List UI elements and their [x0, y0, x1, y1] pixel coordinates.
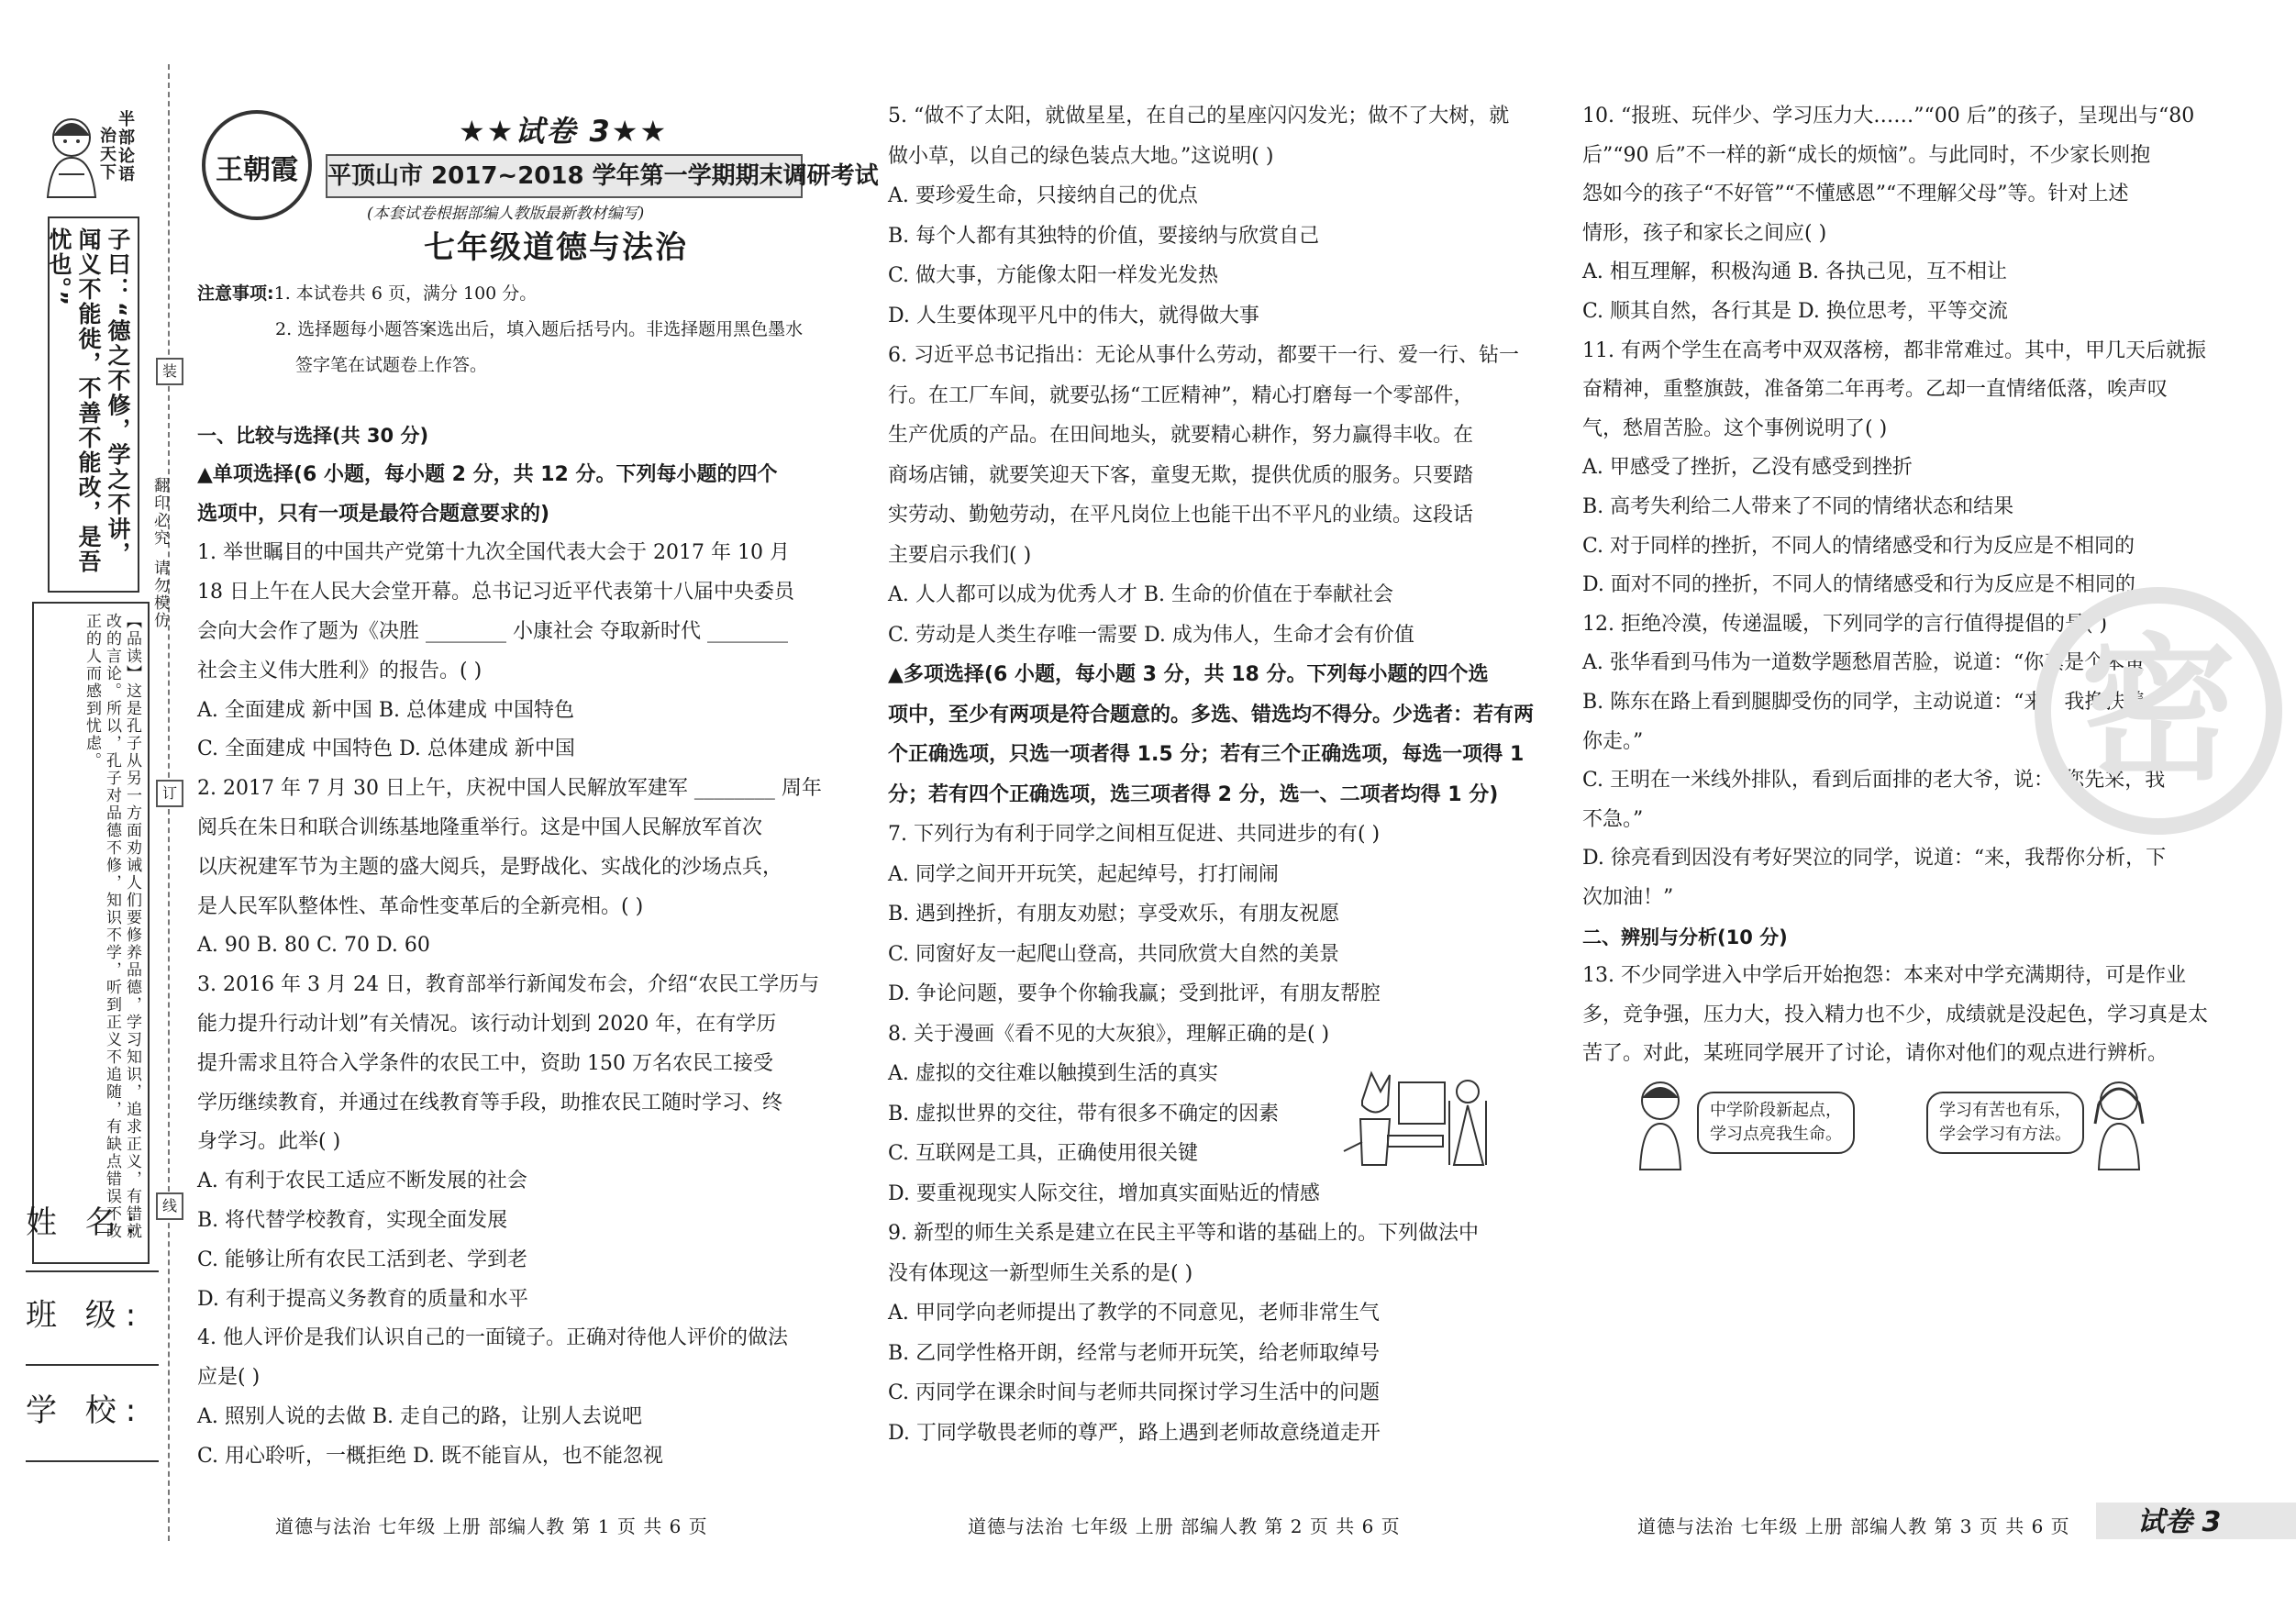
col2-line-28: D. 要重视现实人际交往，增加真实面贴近的情感 — [888, 1181, 1320, 1205]
col2-line-10: 商场店铺，就要笑迎天下客，童叟无欺，提供优质的服务。只要踏 — [888, 463, 1474, 487]
col1-line-17: 提升需求且符合入学条件的农民工中，资助 150 万名农民工接受 — [197, 1051, 773, 1075]
col1-line-4: 1. 举世瞩目的中国共产党第十九次全国代表大会于 2017 年 10 月 — [197, 541, 790, 565]
col3-line-3: 怨如今的孩子“不好管”“不懂感恩”“不理解父母”等。针对上述 — [1582, 183, 2129, 206]
speech-bubble-left — [1697, 1092, 1855, 1154]
col3-line-12: C. 对于同样的挫折，不同人的情绪感受和行为反应是不相同的 — [1582, 534, 2135, 558]
col1-line-26: A. 照别人说的去做 B. 走自己的路，让别人去说吧 — [197, 1405, 643, 1428]
col1-line-18: 学历继续教育，并通过在线教育等手段，助推农民工随时学习、终 — [197, 1091, 783, 1115]
col2-line-24: 8. 关于漫画《看不见的大灰狼》，理解正确的是( ) — [888, 1022, 1330, 1046]
fold-note-2: 请勿模仿 — [150, 560, 169, 629]
name-label: 姓 名: — [26, 1204, 146, 1241]
name-field[interactable] — [26, 1270, 159, 1272]
fold-note-1: 翻印必究 — [150, 477, 169, 547]
bubble-right-line-2: 学会学习有方法。 — [1939, 1125, 2071, 1144]
col3-line-2: 后”“90 后”不一样的新“成长的烦恼”。与此同时，不少家长则抱 — [1582, 143, 2151, 167]
col1-line-11: 阅兵在朱日和联合训练基地隆重举行。这是中国人民解放军首次 — [197, 816, 763, 839]
quote-box — [48, 216, 139, 593]
col1-line-13: 是人民军队整体性、革命性变革后的全新亮相。( ) — [197, 894, 644, 918]
notice-item-1: 1. 本试卷共 6 页，满分 100 分。 — [273, 283, 538, 304]
binding-mark-2: 订 — [156, 780, 183, 807]
exam-title: 平顶山市 2017~2018 学年第一学期期末调研考试 — [326, 154, 803, 198]
col3-line-19: 不急。” — [1582, 807, 1644, 831]
col1-line-8: A. 全面建成 新中国 B. 总体建成 中国特色 — [197, 698, 575, 722]
school-label: 学 校: — [26, 1392, 146, 1429]
class-label: 班 级: — [26, 1297, 146, 1334]
col2-line-26: B. 虚拟世界的交往，带有很多不确定的因素 — [888, 1102, 1280, 1126]
school-field[interactable] — [26, 1460, 159, 1462]
col2-line-8: 行。在工厂车间，就要弘扬“工匠精神”，精心打磨每一个零部件， — [888, 383, 1474, 407]
confidential-watermark: 密 — [2035, 587, 2282, 835]
sidebar-logo-text-2: 治天下 — [97, 127, 116, 182]
col3-line-9: 气，愁眉苦脸。这个事例说明了( ) — [1582, 416, 1888, 440]
col1-line-9: C. 全面建成 中国特色 D. 总体建成 新中国 — [197, 738, 575, 761]
col2-line-32: B. 乙同学性格开朗，经常与老师开玩笑，给老师取绰号 — [888, 1341, 1381, 1365]
col3-line-13: D. 面对不同的挫折，不同人的情绪感受和行为反应是不相同的 — [1582, 573, 2135, 597]
corner-badge: 试卷 3 — [2137, 1506, 2222, 1538]
col2-line-3: A. 要珍爱生命，只接纳自己的优点 — [888, 184, 1198, 207]
col3-line-11: B. 高考失利给二人带来了不同的情绪状态和结果 — [1582, 495, 2014, 518]
col2-line-6: D. 人生要体现平凡中的伟大，就得做大事 — [888, 304, 1259, 327]
col2-line-31: A. 甲同学向老师提出了教学的不同意见，老师非常生气 — [888, 1302, 1380, 1325]
col1-line-7: 社会主义伟大胜利》的报告。( ) — [197, 659, 482, 682]
col2-line-30: 没有体现这一新型师生关系的是( ) — [888, 1261, 1193, 1285]
girl-cartoon-icon — [2082, 1078, 2156, 1174]
col1-line-1: 一、比较与选择(共 30 分) — [197, 425, 429, 447]
bubble-right-line-1: 学习有苦也有乐， — [1939, 1101, 2071, 1120]
col3-line-7: 11. 有两个学生在高考中双双落榜，都非常难过。其中，甲几天后就振 — [1582, 338, 2206, 362]
boy-cartoon-icon — [1624, 1078, 1697, 1174]
col2-line-20: A. 同学之间开开玩笑，起起绰号，打打闹闹 — [888, 862, 1279, 886]
notice-item-2: 2. 选择题每小题答案选出后，填入题后括号内。非选择题用黑色墨水 — [275, 319, 804, 339]
col2-line-19: 7. 下列行为有利于同学之间相互促进、共同进步的有( ) — [888, 823, 1381, 846]
col1-line-27: C. 用心聆听，一概拒绝 D. 既不能盲从，也不能忽视 — [197, 1444, 663, 1468]
col1-line-21: B. 将代替学校教育，实现全面发展 — [197, 1209, 508, 1232]
col1-line-15: 3. 2016 年 3 月 24 日，教育部举行新闻发布会，介绍“农民工学历与 — [197, 973, 820, 997]
col3-line-10: A. 甲感受了挫折，乙没有感受到挫折 — [1582, 456, 1913, 480]
col1-line-14: A. 90 B. 80 C. 70 D. 60 — [197, 934, 430, 958]
col2-line-15: ▲多项选择(6 小题，每小题 3 分，共 18 分。下列每小题的四个选 — [888, 663, 1489, 686]
exam-note: (本套试卷根据部编人教版最新教材编写) — [367, 205, 645, 223]
notice-item-3: 签字笔在试题卷上作答。 — [295, 355, 488, 375]
publisher-logo-text: 王朝霞 — [216, 154, 298, 186]
col2-line-34: D. 丁同学敬畏老师的尊严，路上遇到老师故意绕道走开 — [888, 1421, 1381, 1445]
col2-line-16: 项中，至少有两项是符合题意的。多选、错选均不得分。少选者：若有两 — [888, 703, 1535, 726]
bubble-left-line-1: 中学阶段新起点， — [1710, 1101, 1842, 1120]
col3-line-16: B. 陈东在路上看到腿脚受伤的同学，主动说道：“来，我搀扶着 — [1582, 691, 2146, 714]
footer-page-3: 道德与法治 七年级 上册 部编人教 第 3 页 共 6 页 — [1637, 1515, 2070, 1537]
col2-line-9: 生产优质的产品。在田间地头，就要精心耕作，努力赢得丰收。在 — [888, 424, 1474, 447]
col1-line-25: 应是( ) — [197, 1366, 261, 1390]
col2-line-22: C. 同窗好友一起爬山登高，共同欣赏大自然的美景 — [888, 942, 1340, 966]
notice-label: 注意事项: — [197, 283, 274, 304]
commentary-box — [32, 602, 150, 1264]
col3-line-25: 苦了。对此，某班同学展开了讨论，请你对他们的观点进行辨析。 — [1582, 1042, 2168, 1066]
col2-line-23: D. 争论问题，要争个你输我赢；受到批评，有朋友帮腔 — [888, 982, 1381, 1005]
col3-line-14: 12. 拒绝冷漠，传递温暖，下列同学的言行值得提倡的是( ) — [1582, 612, 2108, 636]
sidebar-logo-text-1: 半部论语 — [116, 110, 135, 183]
col2-line-14: C. 劳动是人类生存唯一需要 D. 成为伟人，生命才会有价值 — [888, 623, 1414, 647]
col3-line-1: 10. “报班、玩伴少、学习压力大……”“00 后”的孩子，呈现出与“80 — [1582, 105, 2195, 128]
col2-line-5: C. 做大事，方能像太阳一样发光发热 — [888, 264, 1219, 287]
col1-line-5: 18 日上午在人民大会堂开幕。总书记习近平代表第十八届中央委员 — [197, 581, 794, 604]
col2-line-17: 个正确选项，只选一项者得 1.5 分；若有三个正确选项，每选一项得 1 — [888, 743, 1525, 766]
col3-line-8: 奋精神，重整旗鼓，准备第二年再考。乙却一直情绪低落，唉声叹 — [1582, 378, 2168, 402]
col2-line-4: B. 每个人都有其独特的价值，要接纳与欣赏自己 — [888, 224, 1320, 248]
col1-line-10: 2. 2017 年 7 月 30 日上午，庆祝中国人民解放军建军 ________ 周年 — [197, 777, 822, 801]
class-field[interactable] — [26, 1364, 159, 1366]
col3-line-24: 多，竞争强，压力大，投入精力也不少，成绩就是没起色，学习真是太 — [1582, 1003, 2209, 1026]
col2-line-33: C. 丙同学在课余时间与老师共同探讨学习生活中的问题 — [888, 1381, 1381, 1404]
col1-line-24: 4. 他人评价是我们认识自己的一面镜子。正确对待他人评价的做法 — [197, 1326, 788, 1350]
col3-line-17: 你走。” — [1582, 729, 1644, 753]
footer-page-1: 道德与法治 七年级 上册 部编人教 第 1 页 共 6 页 — [275, 1515, 708, 1537]
col1-line-23: D. 有利于提高义务教育的质量和水平 — [197, 1287, 528, 1311]
col2-line-2: 做小草，以自己的绿色装点大地。”这说明( ) — [888, 144, 1274, 168]
binding-mark-1: 装 — [156, 358, 183, 385]
col2-line-1: 5. “做不了太阳，就做星星，在自己的星座闪闪发光；做不了大树，就 — [888, 105, 1510, 128]
col3-line-18: C. 王明在一米线外排队，看到后面排的老大爷，说：“您先来，我 — [1582, 769, 2166, 793]
col1-line-2: ▲单项选择(6 小题，每小题 2 分，共 12 分。下列每小题的四个 — [197, 462, 778, 486]
col1-line-20: A. 有利于农民工适应不断发展的社会 — [197, 1170, 527, 1193]
paper-badge: ★★试卷 3★★ — [459, 114, 669, 149]
col2-line-11: 实劳动、勤勉劳动，在平凡岗位上也能干出不平凡的业绩。这段话 — [888, 504, 1474, 527]
speech-bubble-right — [1926, 1092, 2084, 1154]
bubble-left-line-2: 学习点亮我生命。 — [1710, 1125, 1842, 1144]
col2-line-21: B. 遇到挫折，有朋友劝慰；享受欢乐，有朋友祝愿 — [888, 903, 1340, 926]
confucius-quote: 子曰：“德之不修，学之不讲，闻义不能徙，不善不能改，是吾忧也。” — [46, 227, 131, 574]
col1-line-22: C. 能够让所有农民工活到老、学到老 — [197, 1248, 528, 1271]
col1-line-3: 选项中，只有一项是最符合题意要求的) — [197, 502, 550, 526]
col2-line-29: 9. 新型的师生关系是建立在民主平等和谐的基础上的。下列做法中 — [888, 1222, 1479, 1245]
col1-line-6: 会向大会作了题为《决胜 ________ 小康社会 夺取新时代 ________ — [197, 620, 788, 643]
col2-line-13: A. 人人都可以成为优秀人才 B. 生命的价值在于奉献社会 — [888, 583, 1394, 606]
col3-line-22: 二、辨别与分析(10 分) — [1582, 926, 1788, 948]
col2-line-7: 6. 习近平总书记指出：无论从事什么劳动，都要干一行、爱一行、钻一 — [888, 344, 1519, 367]
col3-line-23: 13. 不少同学进入中学后开始抱怨：本来对中学充满期待，可是作业 — [1582, 964, 2186, 988]
notice — [197, 280, 537, 305]
commentary-text: 【品读】这是孔子从另一方面劝诫人们要修养品德，学习知识，追求正义，有错就改的言论。所以，孔子对品德不修，知识不学，听到正义不追随，有缺点错误不改正的人而感到忧虑。 — [83, 613, 141, 1240]
col3-line-6: C. 顺其自然，各行其是 D. 换位思考，平等交流 — [1582, 300, 2008, 323]
col1-line-19: 身学习。此举( ) — [197, 1130, 341, 1154]
binding-mark-3: 线 — [156, 1192, 183, 1220]
subject-title: 七年级道德与法治 — [424, 229, 688, 266]
footer-page-2: 道德与法治 七年级 上册 部编人教 第 2 页 共 6 页 — [968, 1515, 1401, 1537]
col2-line-18: 分；若有四个正确选项，选三项者得 2 分，选一、二项者均得 1 分) — [888, 782, 1499, 806]
col3-line-20: D. 徐亮看到因没有考好哭泣的同学，说道：“来，我帮你分析，下 — [1582, 847, 2167, 871]
col2-line-12: 主要启示我们( ) — [888, 543, 1032, 567]
col1-line-12: 以庆祝建军节为主题的盛大阅兵，是野战化、实战化的沙场点兵， — [197, 855, 783, 879]
col3-line-4: 情形，孩子和家长之间应( ) — [1582, 221, 1827, 245]
col3-line-21: 次加油！” — [1582, 886, 1674, 909]
col3-line-15: A. 张华看到马伟为一道数学题愁眉苦脸，说道：“你真是个笨蛋！” — [1582, 651, 2176, 675]
wolf-cartoon-icon — [1335, 1064, 1491, 1174]
col2-line-25: A. 虚拟的交往难以触摸到生活的真实 — [888, 1062, 1218, 1085]
col1-line-16: 能力提升行动计划”有关情况。该行动计划到 2020 年，在有学历 — [197, 1013, 777, 1036]
col3-line-5: A. 相互理解，积极沟通 B. 各执己见，互不相让 — [1582, 261, 2008, 284]
publisher-logo — [202, 110, 312, 220]
col2-line-27: C. 互联网是工具，正确使用很关键 — [888, 1142, 1199, 1165]
